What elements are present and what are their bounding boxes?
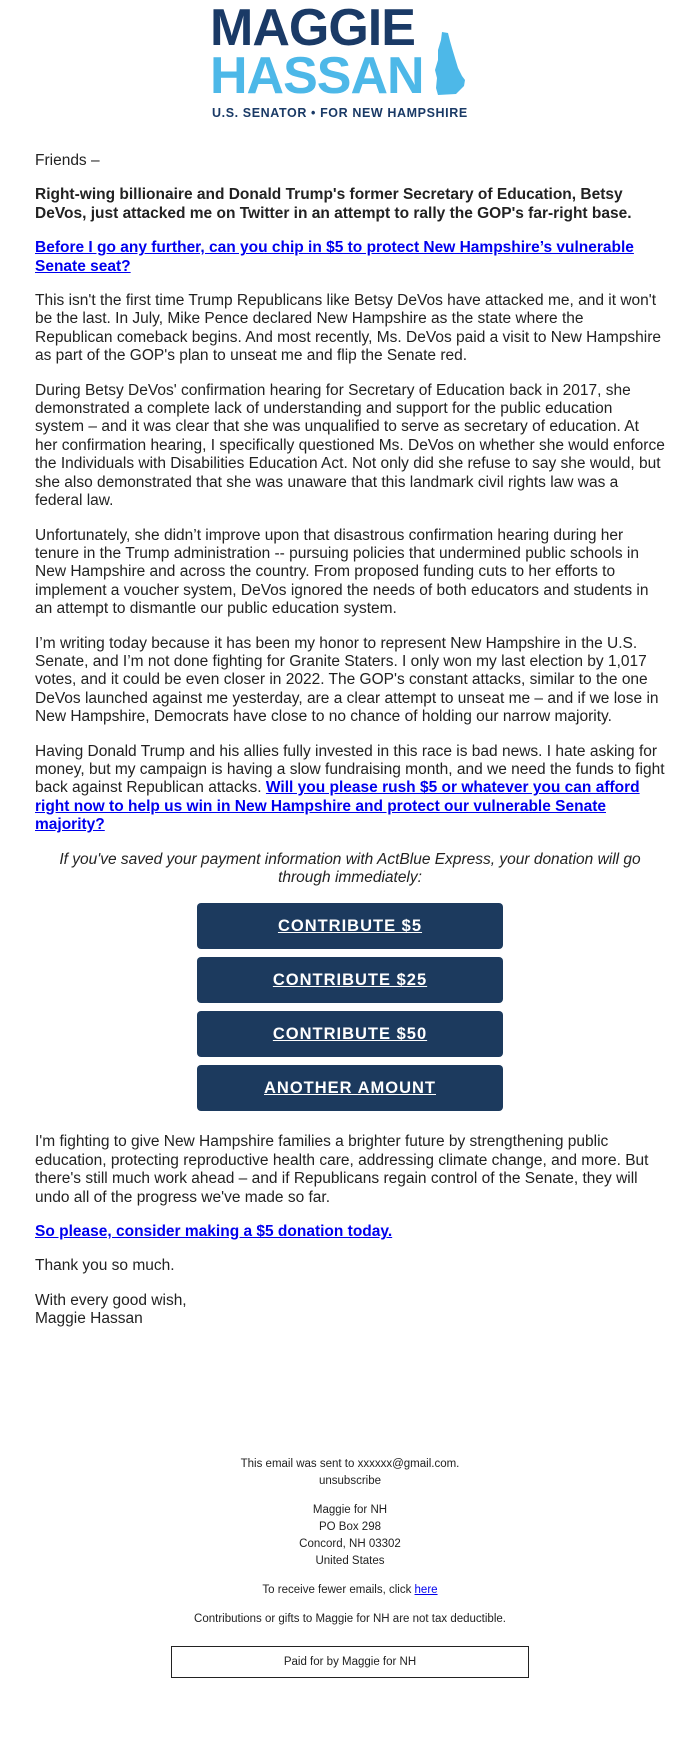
email-footer bbox=[0, 1456, 700, 1678]
paid-for-disclaimer: Paid for by Maggie for NH bbox=[171, 1646, 529, 1678]
mailing-address bbox=[0, 1502, 700, 1570]
address-city: Concord, NH 03302 bbox=[299, 1538, 401, 1550]
body-paragraph-6: I'm fighting to give New Hampshire families a brighter future by strengthening public education, protecting reproductive health care, addressing climate change, and more. But there's still much work ahead – and if Republicans regain control of the Senate, they will undo all of the progress we've made so far. bbox=[35, 1133, 649, 1206]
body-paragraph-2: During Betsy DeVos' confirmation hearing for Secretary of Education back in 2017, she demonstrated a complete lack of understanding and support for the public education system – and it was clear that she was unqualified to serve as secretary of education. At her confirmation hearing, I specifically questioned Ms. DeVos on whether she would enforce the Individuals with Disabilities Education Act. Not only did she refuse to say she would, but she also demonstrated that she was unaware that this landmark civil rights law was a federal law. bbox=[35, 381, 665, 510]
logo-line-hassan: HASSAN bbox=[210, 47, 424, 105]
contribute-50-button[interactable]: CONTRIBUTE $50 bbox=[197, 1011, 503, 1057]
signoff-block bbox=[35, 1292, 665, 1329]
greeting: Friends – bbox=[35, 152, 100, 169]
email-body bbox=[35, 152, 665, 1345]
unsubscribe-link[interactable]: unsubscribe bbox=[318, 1475, 381, 1487]
actblue-note: If you've saved your payment information with ActBlue Express, your donation will go through immediately: bbox=[59, 850, 641, 886]
donate-link-rush-5[interactable]: Will you please rush $5 or whatever you can afford right now to help us win in New Hampshire and protect our vulnerable Senate majority? bbox=[35, 779, 640, 834]
contribute-5-button[interactable]: CONTRIBUTE $5 bbox=[197, 903, 503, 949]
new-hampshire-state-icon bbox=[432, 32, 466, 96]
intro-paragraph: Right-wing billionaire and Donald Trump's former Secretary of Education, Betsy DeVos, just attacked me on Twitter in an attempt to rally the GOP's far-right base. bbox=[35, 186, 632, 222]
donate-link-paragraph-1 bbox=[35, 239, 665, 276]
logo-line-maggie: MAGGIE bbox=[210, 0, 415, 57]
sent-to-prefix: This email was sent to bbox=[240, 1458, 358, 1470]
address-org: Maggie for NH bbox=[312, 1504, 388, 1516]
body-paragraph-5 bbox=[35, 743, 665, 835]
fewer-emails-line bbox=[0, 1582, 700, 1599]
logo-tagline: U.S. SENATOR • FOR NEW HAMPSHIRE bbox=[212, 106, 468, 120]
tax-disclaimer: Contributions or gifts to Maggie for NH are not tax deductible. bbox=[194, 1613, 506, 1625]
thanks-line: Thank you so much. bbox=[35, 1257, 175, 1275]
signature: Maggie Hassan bbox=[35, 1310, 143, 1328]
donation-buttons bbox=[35, 903, 665, 1111]
fewer-emails-text: To receive fewer emails, click bbox=[262, 1584, 415, 1596]
body-paragraph-1: This isn't the first time Trump Republicans like Betsy DeVos have attacked me, and it won't be the last. In July, Mike Pence declared New Hampshire as the state where the Republican comeback begins. And most recently, Ms. DeVos paid a visit to New Hampshire as part of the GOP's plan to unseat me and flip the Senate red. bbox=[35, 292, 662, 365]
body-paragraph-5-text: Having Donald Trump and his allies fully invested in this race is bad news. I hate asking for money, but my campaign is having a slow fundraising month, and we need the funds to fight back against Republican attacks. bbox=[35, 742, 665, 797]
signoff: With every good wish, bbox=[35, 1291, 187, 1309]
recipient-email: xxxxxx@gmail.com. bbox=[357, 1458, 460, 1470]
donate-link-chip-in-5[interactable]: Before I go any further, can you chip in $5 to protect New Hampshire’s vulnerable Senate seat? bbox=[35, 239, 634, 275]
body-paragraph-4: I’m writing today because it has been my honor to represent New Hampshire in the U.S. Senate, and I’m not done fighting for Granite Staters. I only won my last election by 1,017 votes, and it could be even closer in 2022. The GOP's constant attacks, similar to the one DeVos launched against me yesterday, are a clear attempt to unseat me – and if we lose in New Hampshire, Democrats have close to no chance of holding our narrow majority. bbox=[35, 634, 659, 726]
donate-link-paragraph-2 bbox=[35, 1223, 665, 1241]
fewer-emails-link[interactable]: here bbox=[414, 1584, 438, 1596]
address-country: United States bbox=[315, 1555, 385, 1567]
donate-link-5-today[interactable]: So please, consider making a $5 donation today. bbox=[35, 1223, 393, 1241]
maggie-hassan-logo[interactable] bbox=[210, 0, 490, 125]
contribute-25-button[interactable]: CONTRIBUTE $25 bbox=[197, 957, 503, 1003]
another-amount-button[interactable]: ANOTHER AMOUNT bbox=[197, 1065, 503, 1111]
sent-to-block bbox=[0, 1456, 700, 1490]
body-paragraph-3: Unfortunately, she didn’t improve upon that disastrous confirmation hearing during her tenure in the Trump administration -- pursuing policies that undermined public schools in New Hampshire and across the country. From proposed funding cuts to her efforts to implement a voucher system, DeVos ignored the needs of both educators and students in an attempt to dismantle our public education system. bbox=[35, 526, 649, 618]
address-po-box: PO Box 298 bbox=[318, 1521, 381, 1533]
